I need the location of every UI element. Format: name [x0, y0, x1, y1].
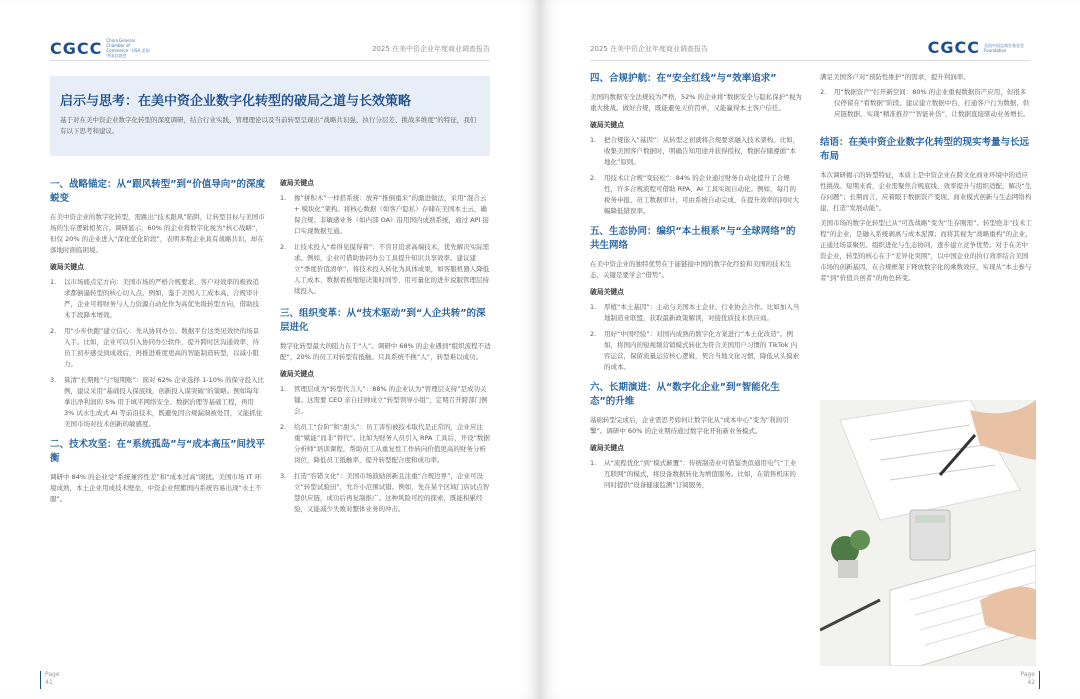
conclusion-paragraph-1: 本次调研揭示的转型特征，本质上是中资企业在跨文化商业环境中的适应性挑战。短期来看，企业需聚焦合规底线、效率提升与组织适配，解决“生存问题”；长期而言，应着眼于数据资产变现、商业模式创新与生态网络构建，打造“发展动能”。 — [820, 171, 1032, 212]
header-divider — [590, 60, 1030, 61]
section-6-list-cont — [820, 87, 1032, 120]
key-points-label: 破局关键点 — [590, 121, 624, 129]
key-points-label: 破局关键点 — [280, 370, 314, 378]
logo-mark: CGCC — [50, 38, 103, 58]
page-number-right: Page 42 — [1020, 671, 1040, 689]
left-column-1 — [50, 178, 265, 509]
conclusion-paragraph-2: 美国市场的数字化转型已从“可选战略”变为“生存刚需”。转型绝非“技术工程”的企业，是融入系统剥离与成本泥潭；而将其视为“战略重构”的企业，正通过场景聚焦、组织进化与生态协同，逐步建立竞争优势。对于在美中资企业，转型的核心在于“差异化突围”，以中国企业的执行效率结合美国市场的创新基因，在合规框架下释放数字化的乘数效应，实现从“本土参与者”到“价值共创者”的角色转变。 — [820, 219, 1032, 282]
section-4-title: 四、合规护航：在“安全红线”与“效率追求” — [590, 73, 777, 84]
right-header — [590, 38, 1030, 58]
page-number-left: Page 41 — [40, 671, 60, 689]
list-item: 2. 给员工“台阶”和“甜头”：员工害怕被技术取代是正常的，企业应注重“赋能”而非“替代”。比如为财务人员引入 RPA 工具后，开设“数据分析师”培训课程，帮助员工从重复性工作转向价值更高的财务分析岗位，降低员工抵触率，提升转型配合度和成功率。 — [280, 423, 490, 464]
section-4-list — [590, 135, 802, 217]
list-item: 2. 用“小步快跑”建立信心：先从协同办公、数据平台这类见效快的场景入手。比如，企业可以引入协同办公软件，提升跨时区沟通效率，待员工初步感受到成效后，再推进难度更高的智能制造转型，以减小阻力。 — [50, 327, 260, 368]
section-4-text: 美国的数据安全法规较为严格，52% 的企业将“数据安全与隐私保护”视为重大挑战。做好合规，既能避免天价罚单，又能赢得本土客户信任。 — [590, 93, 802, 112]
section-3-text: 数字化转型最大的阻力在于“人”。调研中 68% 的企业遇到“组织流程不适配”，20% 的员工对转型有抵触。只具系统不换“人”，转型难以成功。 — [280, 342, 491, 361]
section-6-list — [590, 458, 802, 491]
list-item: 3. 算清“长期账”与“短期账”：面对 62% 企业选择 1-10% 的保守投入比例，建议采用“基础投入保底线，创新投入谋突破”的策略。例如每年拿出净利润的 5% 用于填平网络安全、数据治理等基础工程，再用 3% 试水生成式 AI 等前沿技术，既避免因合规漏洞被处罚，又能抓住美国市场对技术创新的敏感度。 — [50, 376, 265, 428]
key-points-label: 破局关键点 — [590, 288, 624, 296]
list-item: 3. 打造“容错文化”：美国市场鼓励创新且注重“合规边界”，企业可设立“转型试验田”，允许小范围试错。例如，先在某个区域门店试点智慧供应链，成功后再复制推广。这种风险可控的探索，既能积累经验，又能减少失败对整体业务的冲击。 — [280, 472, 490, 513]
cgcc-logo — [50, 38, 152, 58]
logo-subtitle: China General Chamber of Commerce - USA 美国中国总商会 — [106, 38, 150, 58]
list-item: 1. 把合规嵌入“基因”：从转型之初就将合规要求融入技术架构。比如，收集美国客户数据时，明确告知用途并获得授权，数据存储遵循“本地化”原则。 — [590, 136, 800, 166]
section-1-text: 在美中资企业的数字化转型，需跳出“技术跟风”陷阱，让转型目标与美国市场的生存逻辑相契合。调研显示，60% 的企业将数字化视为“核心战略”，但仅 20% 的企业进入“深化优化阶段”，表明多数企业具有战略共识，却在落地时面临困境。 — [50, 213, 265, 254]
section-2-title: 二、技术攻坚：在“系统孤岛”与“成本高压”间找平衡 — [50, 439, 265, 464]
header-divider — [50, 60, 490, 61]
section-1-list — [50, 277, 265, 430]
list-item: 2. 让技术投入“看得见摸得着”：不盲目追求高端技术，优先解决实际需求。例如，企业可借助协同办公工具提升知识共享效率。建议建立“季度价值清单”，将技术投入转化为具体成果，如客服机器人降低人工成本、数据看板缩短决策时间等，用可量化的进步说服管理层持续投入。 — [280, 243, 490, 295]
logo-subtitle: 美国中国总商会基金会 Foundation — [984, 42, 1024, 53]
section-2-text: 调研中 84% 的企业受“系统兼容性差”和“成本过高”困扰。美国市场 IT 环境成熟，本土企业用成技术壁垒，中资企业照搬国内系统容易出现“水土不服”。 — [50, 473, 262, 503]
desk-photo — [820, 400, 1036, 666]
continued-text: 满足美国客户对“预防性维护”的需求，提升利润率。 — [820, 73, 970, 81]
list-item: 1. 管理层成为“转型代言人”：88% 的企业认为“管理层支持”是成功关键。这需要 CEO 亲自挂帅成立“转型领导小组”，定期召开跨部门例会。 — [280, 385, 488, 415]
section-5-list — [590, 302, 802, 373]
intro-text: 基于对在美中资企业数字化转型的深度调研，结合行业实践、管理理论以及当前转型呈现出“战略共识强、执行分层差、挑战多维度”的特征，我们有以下思考和建议。 — [60, 116, 477, 135]
list-item: 1. 像“拼积木”一样搭系统：放弃“推倒重来”的激进做法，采用“混合云 + 模块化”架构。将核心数据（如客户隐私）存储在美国本土云，确保合规；非敏感业务（如内部 OA）沿用国内成熟系统，通过 API 接口实现数据互通。 — [280, 194, 489, 235]
list-item: 2. 用“数据资产”打开新空间：80% 的企业重视数据资产应用，但很多仅停留在“看数据”阶段。建议建立数据中台，打通客户行为数据、供应链数据，实现“精准推荐”“智能补货”，让数据直接驱动业务增长。 — [820, 88, 1030, 118]
left-header — [50, 38, 490, 58]
section-2-list — [280, 193, 492, 297]
section-3-title: 三、组织变革：从“技术驱动”到“人企共转”的深层进化 — [280, 308, 486, 333]
section-6-text: 基础转型完成后，企业需思考如何让数字化从“成本中心”变为“利润引擎”。调研中 60% 的企业期待通过数字化开拓新业务模式。 — [590, 416, 789, 435]
logo-mark: CGCC — [927, 38, 980, 57]
section-6-title: 六、长期演进：从“数字化企业”到“智能化生态”的升维 — [590, 382, 780, 407]
section-5-title: 五、生态协同：编织“本土根系”与“全球网络”的共生网络 — [590, 226, 796, 251]
header-title: 2025 在美中资企业年度商业调查报告 — [590, 45, 709, 53]
list-item: 1. 以市场痛点定方向：美国市场的严格合规要求、客户对效率的极致追求都倒逼转型的核心切入点。例如，鉴于美国人工成本高、合规审计严，企业可将财务与人力资源自动化作为高优先级转型方向，借助技术手段降本增效。 — [50, 278, 259, 319]
section-1-title: 一、战略锚定：从“跟风转型”到“价值导向”的深度蜕变 — [50, 179, 265, 204]
intro-box — [50, 76, 490, 156]
right-column-1 — [590, 72, 802, 496]
section-5-text: 在美中资企业的独特优势在于能链接中国的数字化经验和美国的技术生态，关键是要学会“借势”。 — [590, 260, 792, 279]
list-item: 1. 从“流程优化”到“模式颠覆”：传统制造业可借鉴类似通用电气“工业互联网”的模式，将设备数据转化为增值服务。比如，在销售机床的同时提供“设备健康监测”订阅服务， — [590, 459, 797, 489]
list-item: 2. 用技术让合规“变轻松”：84% 的企业通过财务自动化提升了合规性，许多合规流程可借助 RPA、AI 工具实现自动化。例如，每月的税务申报、员工数据审计，可由系统自动完成，在提升效率的同时大幅降低错误率。 — [590, 174, 799, 215]
cgcc-foundation-logo — [928, 38, 1030, 57]
key-points-label: 破局关键点 — [50, 263, 84, 271]
section-3-list — [280, 384, 492, 515]
key-points-label: 破局关键点 — [280, 179, 314, 187]
conclusion-title: 结语：在美中资企业数字化转型的现实考量与长远布局 — [820, 137, 1030, 162]
intro-title: 启示与思考：在美中资企业数字化转型的破局之道与长效策略 — [60, 94, 412, 109]
list-item: 1. 厚植“本土基因”：主动与美国本土企业、行业协会合作。比如加入当地制造业联盟，获取最新政策解读，对接优质技术供应商。 — [590, 303, 800, 322]
header-title: 2025 在美中资企业年度商业调查报告 — [371, 45, 490, 53]
left-column-2 — [280, 178, 492, 520]
key-points-label: 破局关键点 — [590, 444, 624, 452]
desk-illustration — [820, 400, 1036, 666]
right-column-2 — [820, 72, 1032, 288]
list-item: 2. 用好“中国经验”：对国内成熟的数字化方案进行“本土化改造”。例如，将国内的短视频营销模式转化为符合美国用户习惯的 TikTok 内容运营，保留流量运营核心逻辑，契合当地文化习惯，降低从头摸索的成本。 — [590, 330, 799, 371]
